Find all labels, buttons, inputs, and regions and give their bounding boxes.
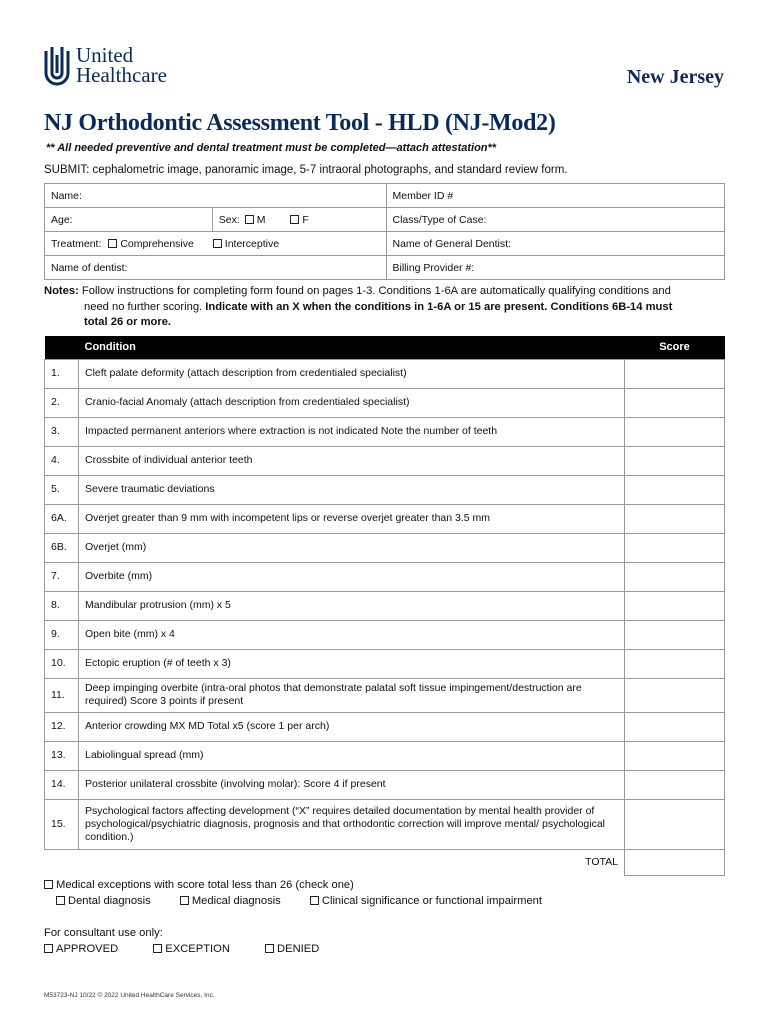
table-row: 7. Overbite (mm) (45, 562, 725, 591)
score-cell[interactable] (625, 678, 725, 712)
uhc-shield-icon (44, 47, 70, 89)
table-row: 6B. Overjet (mm) (45, 533, 725, 562)
total-score-cell[interactable] (625, 849, 725, 875)
total-row (45, 849, 725, 875)
score-cell[interactable] (625, 504, 725, 533)
state-label: New Jersey (626, 66, 724, 88)
score-cell[interactable] (625, 741, 725, 770)
score-column-header: Score (625, 336, 725, 359)
approved-checkbox[interactable] (44, 944, 53, 953)
submit-instructions: SUBMIT: cephalometric image, panoramic image, 5-7 intraoral photographs, and standard review form. (44, 164, 568, 176)
page-title: NJ Orthodontic Assessment Tool - HLD (NJ-Mod2) (44, 110, 556, 136)
clinical-significance-checkbox[interactable] (310, 896, 319, 905)
exception-checkbox[interactable] (153, 944, 162, 953)
unitedhealthcare-logo (44, 45, 204, 93)
class-type-field[interactable]: Class/Type of Case: (386, 208, 725, 232)
required-note: ** All needed preventive and dental treatment must be completed—attach attestation** (46, 142, 497, 154)
interceptive-checkbox[interactable] (213, 239, 222, 248)
table-row: 11. Deep impinging overbite (intra-oral photos that demonstrate palatal soft tissue impingement/destruction are required) Score 3 points if present (45, 678, 725, 712)
consultant-section: For consultant use only: APPROVED EXCEPTION DENIED (44, 925, 351, 957)
table-row: 9. Open bite (mm) x 4 (45, 620, 725, 649)
footer: M53723-NJ 10/22 © 2022 United HealthCare Services, Inc. (44, 992, 215, 999)
sex-field: Sex: M F (212, 208, 386, 232)
conditions-table (44, 336, 725, 876)
table-row: 13. Labiolingual spread (mm) (45, 741, 725, 770)
billing-provider-field[interactable]: Billing Provider #: (386, 256, 725, 280)
score-cell[interactable] (625, 359, 725, 388)
score-cell[interactable] (625, 649, 725, 678)
score-cell[interactable] (625, 620, 725, 649)
age-field[interactable]: Age: (45, 208, 213, 232)
score-cell[interactable] (625, 799, 725, 849)
medical-exception-checkbox[interactable] (44, 880, 53, 889)
table-row: 5. Severe traumatic deviations (45, 475, 725, 504)
table-row: 8. Mandibular protrusion (mm) x 5 (45, 591, 725, 620)
table-row: 2. Cranio-facial Anomaly (attach description from credentialed specialist) (45, 388, 725, 417)
sex-f-checkbox[interactable] (290, 215, 299, 224)
notes: Notes: Follow instructions for completing form found on pages 1-3. Conditions 1-6A are automatically qualifying conditions and need no further scoring. Indicate with an X when the conditions in 1-6A or 15 are present. Conditions 6B-14 must total 26 or more. (44, 285, 673, 328)
table-row: 14. Posterior unilateral crossbite (involving molar): Score 4 if present (45, 770, 725, 799)
dentist-field[interactable]: Name of dentist: (45, 256, 387, 280)
brand-name: United Healthcare (76, 43, 167, 87)
total-label: TOTAL (585, 855, 618, 868)
table-row: 4. Crossbite of individual anterior teeth (45, 446, 725, 475)
medical-diagnosis-checkbox[interactable] (180, 896, 189, 905)
score-cell[interactable] (625, 388, 725, 417)
score-cell[interactable] (625, 533, 725, 562)
medical-exceptions: Medical exceptions with score total less than 26 (check one) Dental diagnosis Medical diagnosis Clinical significance or functional impairment (44, 877, 568, 909)
score-cell[interactable] (625, 562, 725, 591)
score-cell[interactable] (625, 446, 725, 475)
score-cell[interactable] (625, 475, 725, 504)
treatment-field: Treatment: Comprehensive Interceptive (45, 232, 387, 256)
score-cell[interactable] (625, 591, 725, 620)
general-dentist-field[interactable]: Name of General Dentist: (386, 232, 725, 256)
denied-checkbox[interactable] (265, 944, 274, 953)
dental-diagnosis-checkbox[interactable] (56, 896, 65, 905)
patient-info-table (44, 183, 725, 280)
condition-column-header: Condition (79, 336, 625, 359)
table-row: 12. Anterior crowding MX MD Total x5 (score 1 per arch) (45, 712, 725, 741)
table-row: 15. Psychological factors affecting development (“X” requires detailed documentation by mental health provider of psychological/psychiatric diagnosis, prognosis and that orthodontic correction will improve mental/ psychological condition.) (45, 799, 725, 849)
conditions-header-row (45, 336, 725, 359)
member-id-field[interactable]: Member ID # (386, 184, 725, 208)
name-field[interactable]: Name: (45, 184, 387, 208)
table-row: 3. Impacted permanent anteriors where extraction is not indicated Note the number of teeth (45, 417, 725, 446)
table-row: 1. Cleft palate deformity (attach description from credentialed specialist) (45, 359, 725, 388)
comprehensive-checkbox[interactable] (108, 239, 117, 248)
score-cell[interactable] (625, 770, 725, 799)
consultant-label: For consultant use only: (44, 927, 163, 939)
table-row: 10. Ectopic eruption (# of teeth x 3) (45, 649, 725, 678)
score-cell[interactable] (625, 417, 725, 446)
table-row: 6A. Overjet greater than 9 mm with incompetent lips or reverse overjet greater than 3.5 mm (45, 504, 725, 533)
score-cell[interactable] (625, 712, 725, 741)
sex-m-checkbox[interactable] (245, 215, 254, 224)
